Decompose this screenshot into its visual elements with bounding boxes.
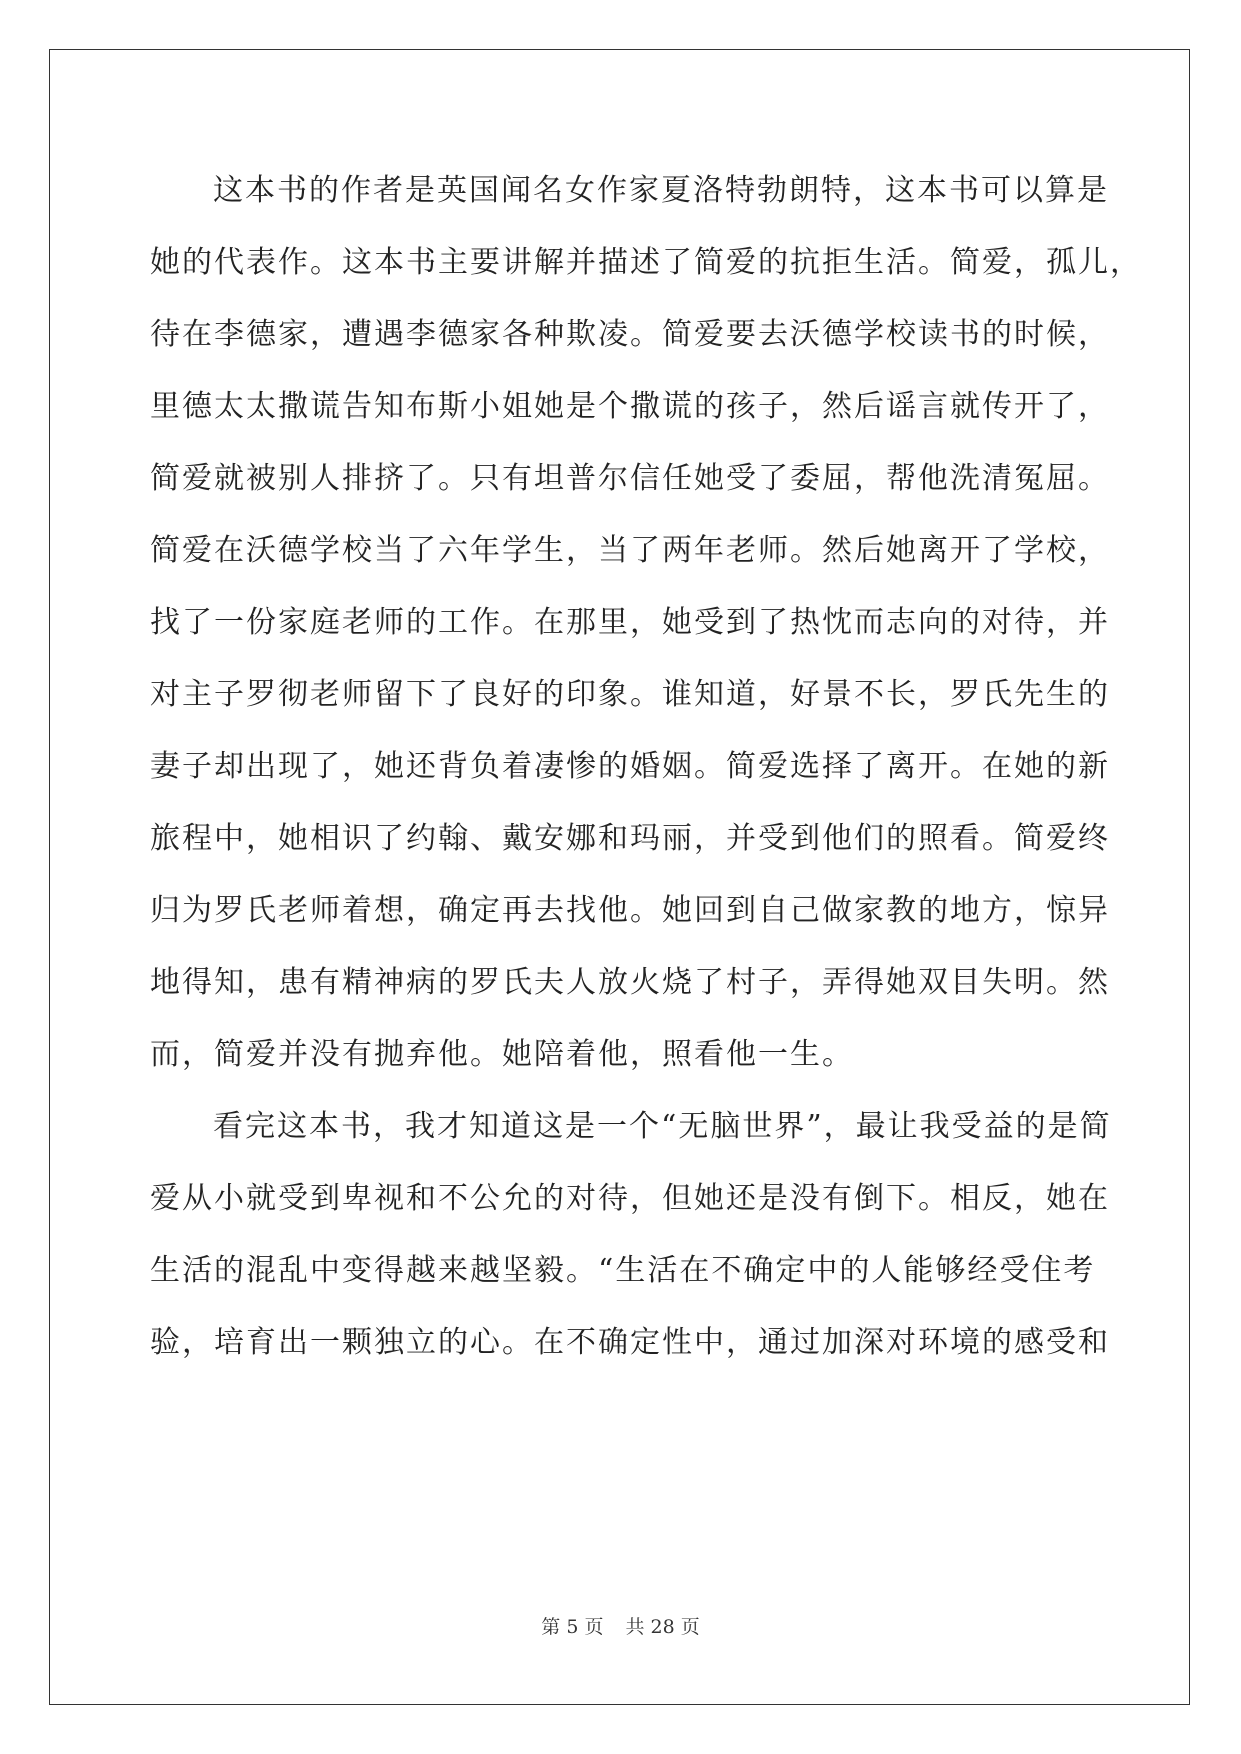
paragraph-1-line-7: 找了一份家庭老师的工作。在那里，她受到了热忱而志向的对待，并 [150,605,1110,640]
paragraph-2-line-1: 看完这本书，我才知道这是一个“无脑世界”，最让我受益的是简 [213,1109,1112,1144]
paragraph-1-line-10: 旅程中，她相识了约翰、戴安娜和玛丽，并受到他们的照看。简爱终 [150,821,1110,856]
paragraph-1-line-3: 待在李德家，遭遇李德家各种欺凌。简爱要去沃德学校读书的时候， [150,317,1110,352]
page-footer [0,1612,1241,1639]
paragraph-1-line-4: 里德太太撒谎告知布斯小姐她是个撒谎的孩子，然后谣言就传开了， [150,389,1110,424]
paragraph-1-line-5: 简爱就被别人排挤了。只有坦普尔信任她受了委屈，帮他洗清冤屈。 [150,461,1110,496]
paragraph-1-line-9: 妻子却出现了，她还背负着凄惨的婚姻。简爱选择了离开。在她的新 [150,749,1110,784]
paragraph-1-line-6: 简爱在沃德学校当了六年学生，当了两年老师。然后她离开了学校， [150,533,1110,568]
page-number: 第 5 页 [541,1616,604,1638]
paragraph-1-line-8: 对主子罗彻老师留下了良好的印象。谁知道，好景不长，罗氏先生的 [150,677,1110,712]
paragraph-1-line-11: 归为罗氏老师着想，确定再去找他。她回到自己做家教的地方，惊异 [150,893,1110,928]
paragraph-1-line-2: 她的代表作。这本书主要讲解并描述了简爱的抗拒生活。简爱，孤儿， [150,245,1142,280]
paragraph-2-line-3: 生活的混乱中变得越来越坚毅。“生活在不确定中的人能够经受住考 [150,1253,1096,1288]
paragraph-2-line-4: 验，培育出一颗独立的心。在不确定性中，通过加深对环境的感受和 [150,1325,1110,1360]
paragraph-1-line-13: 而，简爱并没有抛弃他。她陪着他，照看他一生。 [150,1037,854,1072]
paragraph-1-line-1: 这本书的作者是英国闻名女作家夏洛特勃朗特，这本书可以算是 [213,173,1109,208]
paragraph-1-line-12: 地得知，患有精神病的罗氏夫人放火烧了村子，弄得她双目失明。然 [150,965,1110,1000]
paragraph-2-line-2: 爱从小就受到卑视和不公允的对待，但她还是没有倒下。相反，她在 [150,1181,1110,1216]
document-body [150,155,1142,1379]
page-total: 共 28 页 [625,1616,700,1638]
